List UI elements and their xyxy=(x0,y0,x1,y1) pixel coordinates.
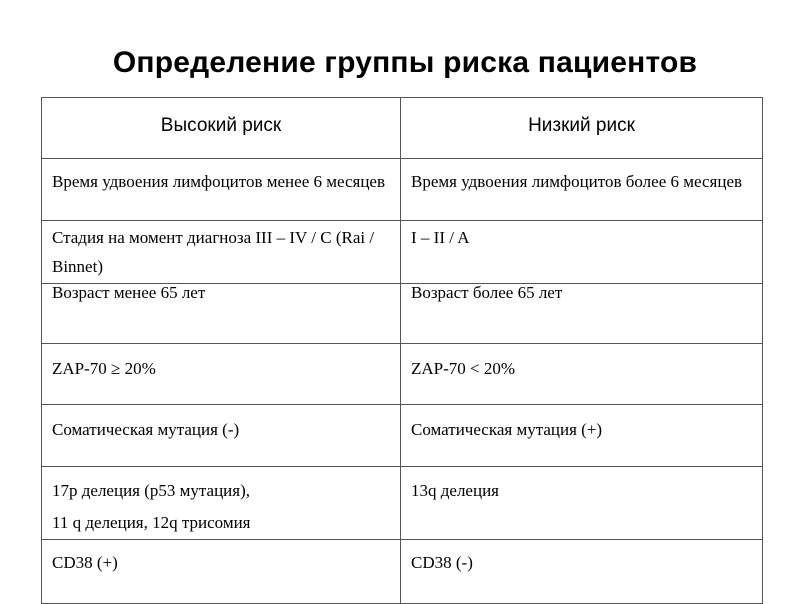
table-row xyxy=(42,467,763,540)
risk-group-table xyxy=(41,97,763,604)
high-risk-cell xyxy=(42,540,401,604)
low-risk-cell xyxy=(401,284,763,344)
low-risk-text: 13q делеция xyxy=(411,481,499,500)
table-header-row xyxy=(42,98,763,159)
low-risk-text: Возраст более 65 лет xyxy=(411,283,563,302)
low-risk-text: ZAP-70 < 20% xyxy=(411,359,516,378)
high-risk-text: Соматическая мутация (-) xyxy=(52,420,240,439)
high-risk-text: Время удвоения лимфоцитов менее 6 месяцев xyxy=(52,172,386,191)
low-risk-cell xyxy=(401,344,763,405)
table-row xyxy=(42,159,763,221)
high-risk-text: Стадия на момент диагноза III – IV / C (Rai / Binnet) xyxy=(52,228,375,276)
high-risk-cell xyxy=(42,284,401,344)
high-risk-cell xyxy=(42,221,401,284)
header-high-risk: Высокий риск xyxy=(42,98,401,159)
table-row xyxy=(42,405,763,467)
high-risk-text-line: 11 q делеция, 12q трисомия xyxy=(52,513,251,532)
low-risk-text: CD38 (-) xyxy=(411,553,473,572)
page-title: Определение группы риска пациентов xyxy=(112,46,698,79)
low-risk-cell xyxy=(401,405,763,467)
table-row xyxy=(42,540,763,604)
high-risk-cell xyxy=(42,405,401,467)
table-row xyxy=(42,344,763,405)
low-risk-cell xyxy=(401,159,763,221)
table-row xyxy=(42,221,763,284)
low-risk-cell xyxy=(401,221,763,284)
high-risk-text: ZAP-70 ≥ 20% xyxy=(52,359,156,378)
header-low-risk: Низкий риск xyxy=(401,98,763,159)
low-risk-text: Время удвоения лимфоцитов более 6 месяцев xyxy=(411,172,743,191)
high-risk-cell xyxy=(42,467,401,540)
high-risk-cell xyxy=(42,344,401,405)
high-risk-text: Возраст менее 65 лет xyxy=(52,283,206,302)
low-risk-cell xyxy=(401,467,763,540)
high-risk-text-line: 17p делеция (p53 мутация), xyxy=(52,481,251,500)
high-risk-cell xyxy=(42,159,401,221)
low-risk-text: Соматическая мутация (+) xyxy=(411,420,603,439)
high-risk-text xyxy=(52,467,390,539)
low-risk-text: I – II / A xyxy=(411,228,470,247)
table-row xyxy=(42,284,763,344)
low-risk-cell xyxy=(401,540,763,604)
high-risk-text: CD38 (+) xyxy=(52,553,118,572)
